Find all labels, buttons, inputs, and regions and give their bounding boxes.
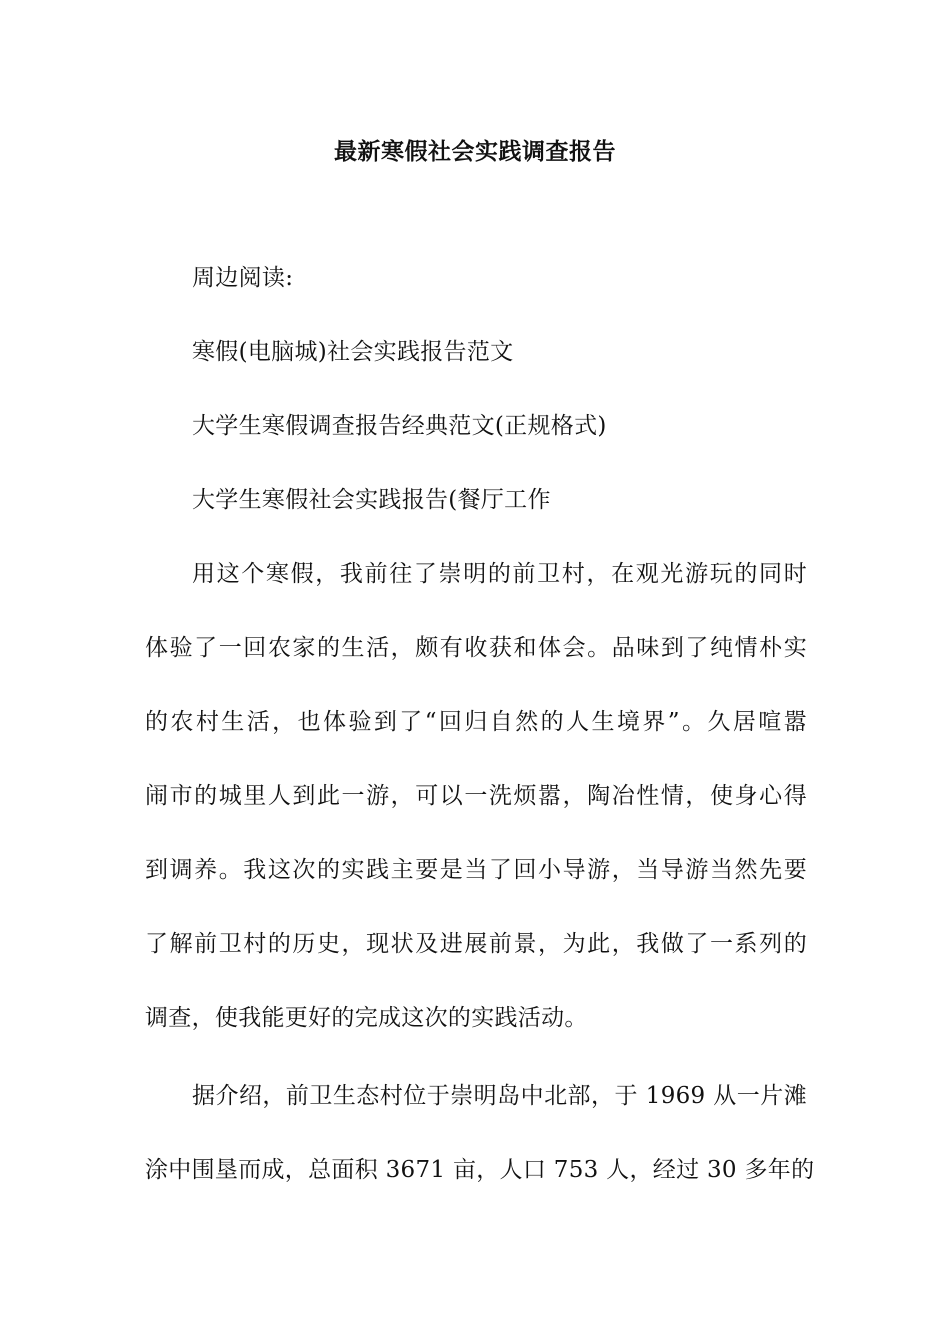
paragraph-line: 了解前卫村的历史，现状及进展前景，为此，我做了一系列的 [145,931,807,957]
paragraph-line: 涂中围垦而成，总面积 3671 亩，人口 753 人，经过 30 多年的 [145,1157,815,1183]
paragraph-line: 用这个寒假，我前往了崇明的前卫村，在观光游玩的同时 [192,561,807,587]
related-link[interactable]: 大学生寒假调查报告经典范文(正规格式) [192,413,607,439]
paragraph-line: 调查，使我能更好的完成这次的实践活动。 [145,1005,588,1031]
related-reading-heading: 周边阅读: [192,265,294,291]
paragraph-line: 的农村生活，也体验到了“回归自然的人生境界”。久居喧嚣 [145,709,807,735]
document-title: 最新寒假社会实践调查报告 [334,138,616,165]
paragraph-line: 体验了一回农家的生活，颇有收获和体会。品味到了纯情朴实 [145,635,807,661]
paragraph-line: 到调养。我这次的实践主要是当了回小导游，当导游当然先要 [145,857,807,883]
paragraph-line: 闹市的城里人到此一游，可以一洗烦嚣，陶冶性情，使身心得 [145,783,807,809]
paragraph-line: 据介绍，前卫生态村位于崇明岛中北部，于 1969 从一片滩 [192,1083,807,1109]
related-link[interactable]: 寒假(电脑城)社会实践报告范文 [192,339,514,365]
related-link[interactable]: 大学生寒假社会实践报告(餐厅工作 [192,487,551,513]
